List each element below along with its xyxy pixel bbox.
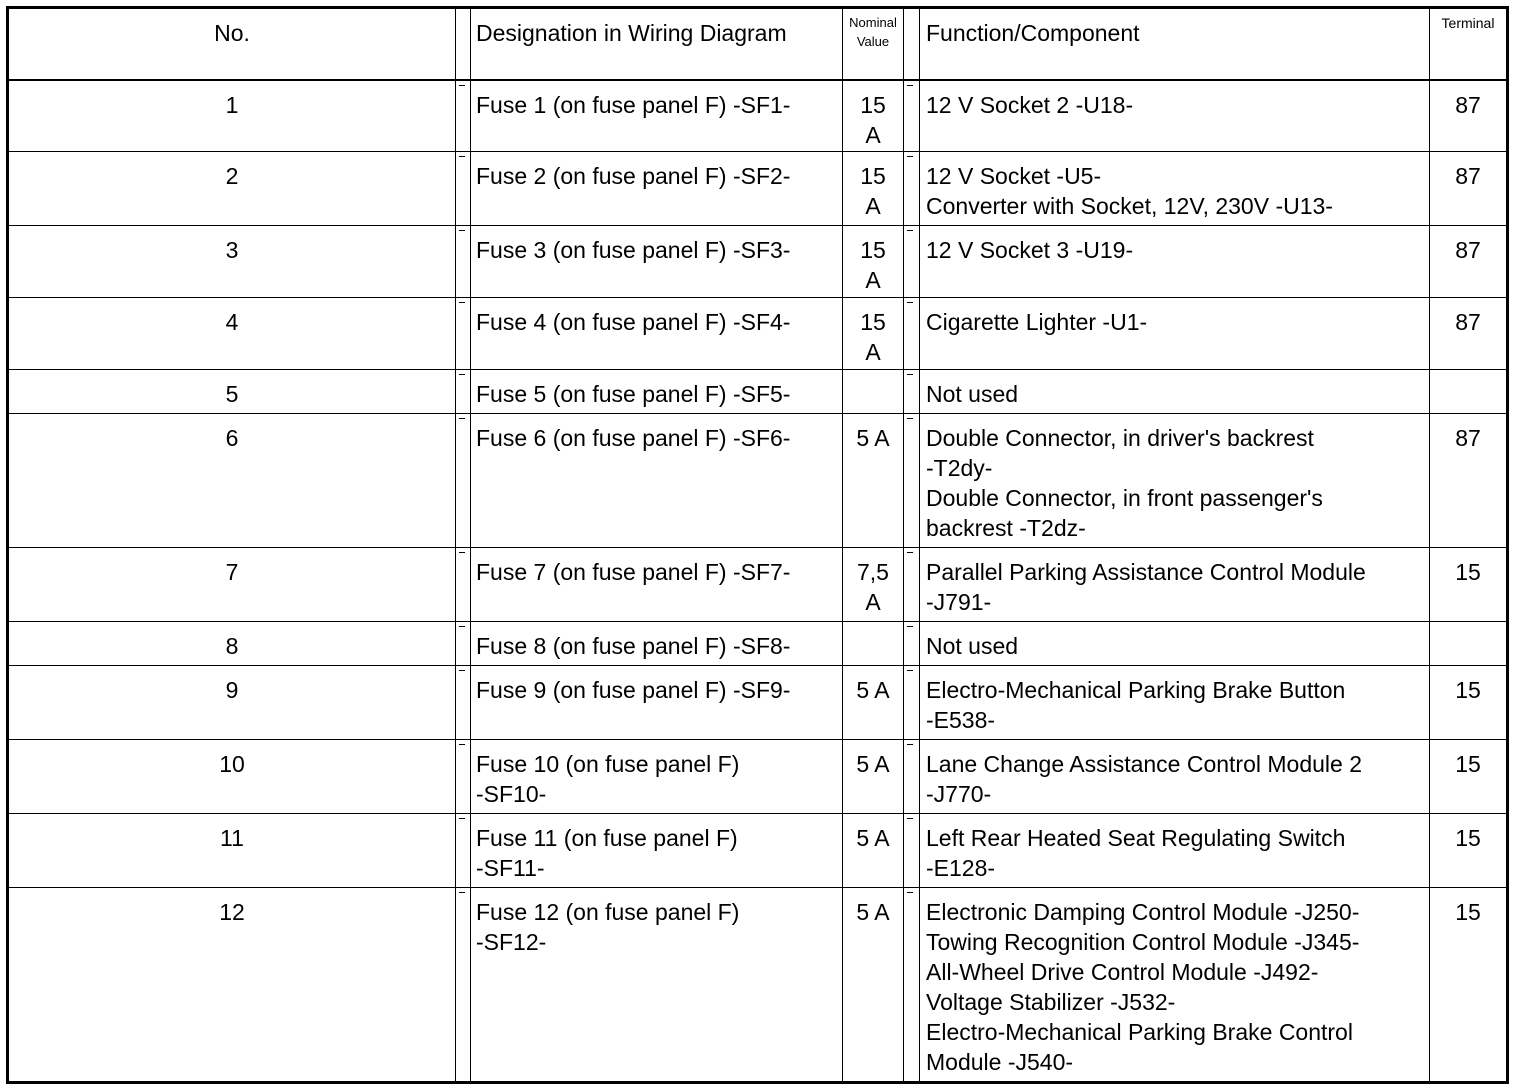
tick-mark	[459, 670, 465, 671]
cell-nominal-value	[843, 370, 904, 414]
cell-gap-2	[904, 740, 920, 814]
cell-designation: Fuse 11 (on fuse panel F) -SF11-	[471, 814, 843, 888]
tick-mark	[459, 85, 465, 86]
cell-nominal-value: 15 A	[843, 298, 904, 370]
cell-designation: Fuse 9 (on fuse panel F) -SF9-	[471, 666, 843, 740]
cell-terminal: 15	[1430, 814, 1508, 888]
cell-gap-2	[904, 226, 920, 298]
cell-terminal: 87	[1430, 80, 1508, 152]
table-body	[8, 80, 1508, 1083]
tick-mark	[907, 818, 913, 819]
cell-gap-2	[904, 622, 920, 666]
cell-terminal: 15	[1430, 666, 1508, 740]
tick-mark	[907, 418, 913, 419]
header-nominal-value: Nominal Value	[843, 8, 904, 80]
cell-gap	[456, 548, 471, 622]
tick-mark	[459, 230, 465, 231]
table-row-11	[8, 814, 1508, 888]
cell-gap-2	[904, 814, 920, 888]
cell-gap	[456, 666, 471, 740]
cell-terminal: 15	[1430, 548, 1508, 622]
tick-mark	[459, 374, 465, 375]
header-gap-2	[904, 8, 920, 80]
table-row-6	[8, 414, 1508, 548]
cell-gap	[456, 814, 471, 888]
tick-mark	[459, 302, 465, 303]
cell-function: 12 V Socket 2 -U18-	[920, 80, 1430, 152]
cell-designation: Fuse 1 (on fuse panel F) -SF1-	[471, 80, 843, 152]
cell-gap-2	[904, 666, 920, 740]
cell-designation: Fuse 12 (on fuse panel F) -SF12-	[471, 888, 843, 1083]
cell-terminal: 15	[1430, 740, 1508, 814]
cell-gap-2	[904, 888, 920, 1083]
cell-no: 6	[8, 414, 456, 548]
cell-function: Electronic Damping Control Module -J250- Towing Recognition Control Module -J345- All-Wheel Drive Control Module -J492- Voltage Stabilizer -J532- Electro-Mechanical Parking Brake Control Module -J540-	[920, 888, 1430, 1083]
cell-no: 11	[8, 814, 456, 888]
cell-nominal-value: 7,5 A	[843, 548, 904, 622]
tick-mark	[907, 85, 913, 86]
cell-gap	[456, 80, 471, 152]
tick-mark	[459, 744, 465, 745]
table-row-10	[8, 740, 1508, 814]
cell-gap-2	[904, 414, 920, 548]
cell-nominal-value: 5 A	[843, 414, 904, 548]
cell-nominal-value: 5 A	[843, 814, 904, 888]
cell-no: 9	[8, 666, 456, 740]
cell-function: 12 V Socket 3 -U19-	[920, 226, 1430, 298]
cell-no: 7	[8, 548, 456, 622]
cell-terminal: 87	[1430, 226, 1508, 298]
cell-designation: Fuse 10 (on fuse panel F) -SF10-	[471, 740, 843, 814]
tick-mark	[907, 626, 913, 627]
fuse-table	[6, 6, 1509, 1084]
cell-gap	[456, 414, 471, 548]
cell-function: Cigarette Lighter -U1-	[920, 298, 1430, 370]
cell-function: Left Rear Heated Seat Regulating Switch -E128-	[920, 814, 1430, 888]
cell-terminal	[1430, 622, 1508, 666]
cell-function: Lane Change Assistance Control Module 2 -J770-	[920, 740, 1430, 814]
cell-gap	[456, 370, 471, 414]
tick-mark	[459, 626, 465, 627]
tick-mark	[907, 156, 913, 157]
header-no: No.	[8, 8, 456, 80]
cell-no: 5	[8, 370, 456, 414]
tick-mark	[459, 552, 465, 553]
cell-designation: Fuse 8 (on fuse panel F) -SF8-	[471, 622, 843, 666]
cell-no: 1	[8, 80, 456, 152]
cell-nominal-value: 5 A	[843, 666, 904, 740]
cell-terminal	[1430, 370, 1508, 414]
tick-mark	[907, 744, 913, 745]
tick-mark	[907, 302, 913, 303]
header-terminal: Terminal	[1430, 8, 1508, 80]
cell-nominal-value: 5 A	[843, 888, 904, 1083]
cell-designation: Fuse 4 (on fuse panel F) -SF4-	[471, 298, 843, 370]
cell-no: 4	[8, 298, 456, 370]
cell-gap	[456, 152, 471, 226]
cell-gap	[456, 740, 471, 814]
cell-no: 12	[8, 888, 456, 1083]
table-row-2	[8, 152, 1508, 226]
cell-function: 12 V Socket -U5- Converter with Socket, 12V, 230V -U13-	[920, 152, 1430, 226]
cell-designation: Fuse 5 (on fuse panel F) -SF5-	[471, 370, 843, 414]
cell-terminal: 87	[1430, 414, 1508, 548]
header-gap	[456, 8, 471, 80]
table-row-8	[8, 622, 1508, 666]
cell-gap-2	[904, 548, 920, 622]
tick-mark	[907, 230, 913, 231]
header-row	[8, 8, 1508, 80]
cell-no: 3	[8, 226, 456, 298]
cell-nominal-value: 15 A	[843, 226, 904, 298]
cell-function: Electro-Mechanical Parking Brake Button -E538-	[920, 666, 1430, 740]
cell-gap	[456, 298, 471, 370]
table-row-9	[8, 666, 1508, 740]
tick-mark	[907, 552, 913, 553]
cell-terminal: 87	[1430, 152, 1508, 226]
table-row-3	[8, 226, 1508, 298]
cell-function: Double Connector, in driver's backrest -T2dy- Double Connector, in front passenger's backrest -T2dz-	[920, 414, 1430, 548]
cell-no: 8	[8, 622, 456, 666]
cell-nominal-value	[843, 622, 904, 666]
cell-gap-2	[904, 152, 920, 226]
cell-designation: Fuse 6 (on fuse panel F) -SF6-	[471, 414, 843, 548]
tick-mark	[459, 418, 465, 419]
tick-mark	[459, 818, 465, 819]
tick-mark	[907, 670, 913, 671]
table-row-1	[8, 80, 1508, 152]
table-row-7	[8, 548, 1508, 622]
tick-mark	[459, 892, 465, 893]
cell-terminal: 15	[1430, 888, 1508, 1083]
cell-no: 2	[8, 152, 456, 226]
cell-nominal-value: 5 A	[843, 740, 904, 814]
cell-nominal-value: 15 A	[843, 80, 904, 152]
cell-designation: Fuse 3 (on fuse panel F) -SF3-	[471, 226, 843, 298]
cell-gap	[456, 226, 471, 298]
tick-mark	[907, 374, 913, 375]
table-row-4	[8, 298, 1508, 370]
cell-nominal-value: 15 A	[843, 152, 904, 226]
cell-gap-2	[904, 80, 920, 152]
cell-gap-2	[904, 370, 920, 414]
cell-designation: Fuse 2 (on fuse panel F) -SF2-	[471, 152, 843, 226]
table-row-12	[8, 888, 1508, 1083]
cell-function: Not used	[920, 622, 1430, 666]
tick-mark	[907, 892, 913, 893]
cell-gap-2	[904, 298, 920, 370]
tick-mark	[459, 156, 465, 157]
table-row-5	[8, 370, 1508, 414]
header-function: Function/Component	[920, 8, 1430, 80]
cell-gap	[456, 888, 471, 1083]
cell-function: Not used	[920, 370, 1430, 414]
cell-gap	[456, 622, 471, 666]
cell-designation: Fuse 7 (on fuse panel F) -SF7-	[471, 548, 843, 622]
cell-no: 10	[8, 740, 456, 814]
cell-terminal: 87	[1430, 298, 1508, 370]
cell-function: Parallel Parking Assistance Control Module -J791-	[920, 548, 1430, 622]
header-designation: Designation in Wiring Diagram	[471, 8, 843, 80]
